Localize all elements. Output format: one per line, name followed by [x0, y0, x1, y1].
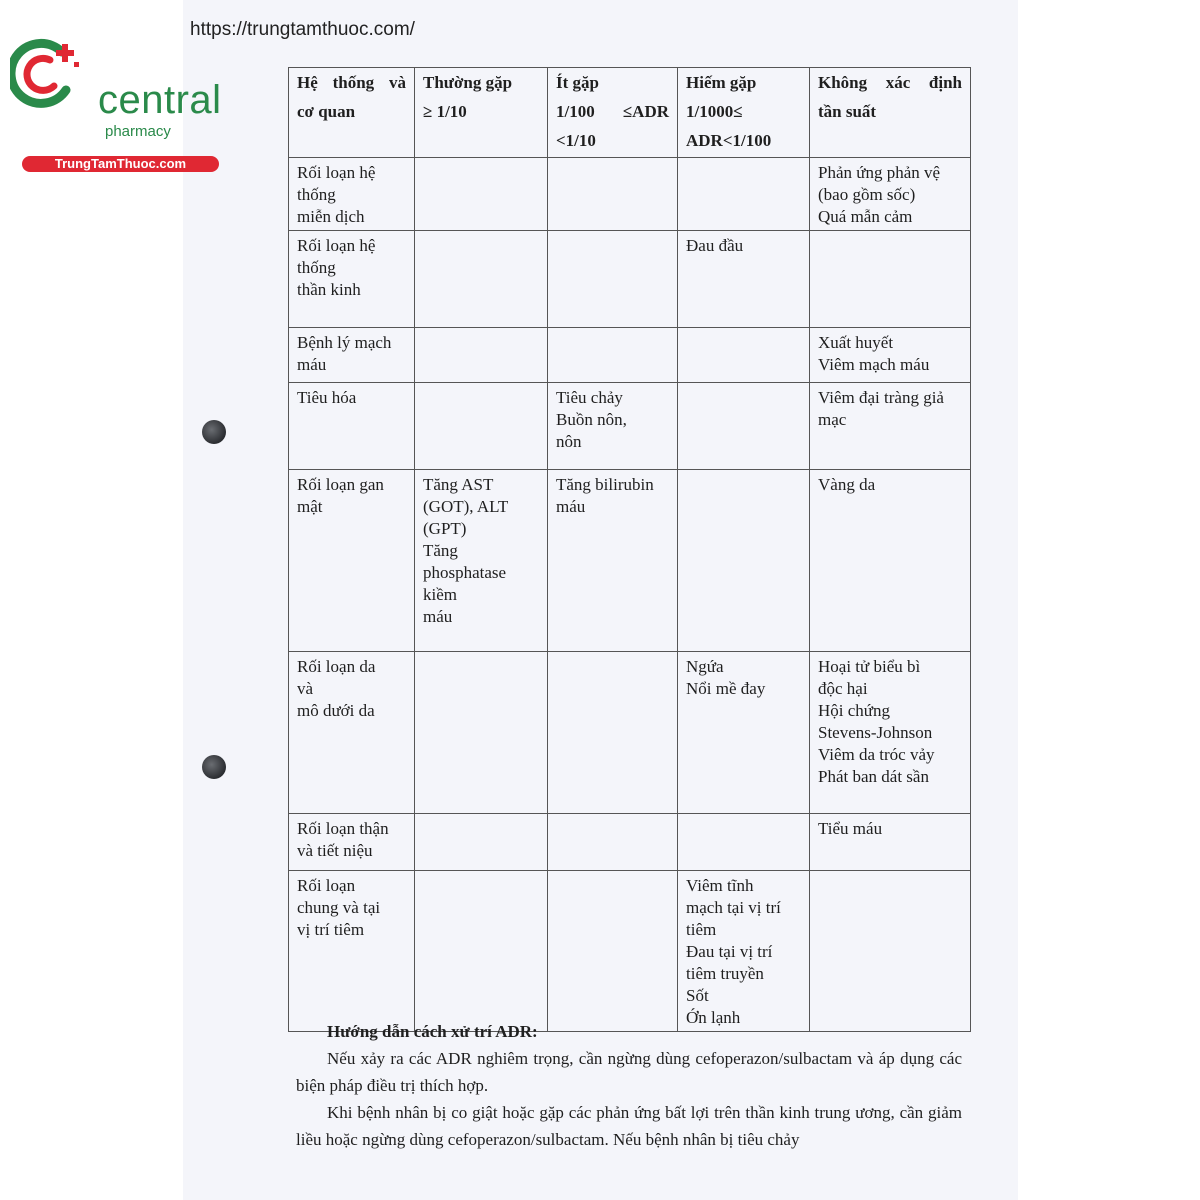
table-cell-uncommon — [548, 470, 678, 652]
cell-text: Tiêu hóa — [297, 388, 357, 407]
cell-text: Hoại tử biểu bì — [818, 657, 921, 676]
header-rare: Hiếm gặp 1/1000≤ ADR<1/100 — [678, 68, 810, 158]
cell-text: độc hại — [818, 679, 868, 698]
cell-text: tiêm truyền — [686, 964, 764, 983]
cell-text: thần kinh — [297, 280, 361, 299]
cell-text: Tăng bilirubin — [556, 475, 654, 494]
table-cell-common — [415, 231, 548, 328]
cell-text: thống — [297, 258, 336, 277]
table-cell-rare — [678, 231, 810, 328]
cell-text: Rối loạn — [297, 876, 356, 895]
source-url[interactable]: https://trungtamthuoc.com/ — [190, 19, 415, 40]
cell-text: Rối loạn thận — [297, 819, 389, 838]
cell-text: Vàng da — [818, 475, 876, 494]
table-cell-common — [415, 871, 548, 1032]
table-cell-organ — [289, 383, 415, 470]
cell-text: Rối loạn da — [297, 657, 376, 676]
cell-text: (GPT) — [423, 519, 467, 538]
cell-text: Tiêu chảy — [556, 388, 623, 407]
cell-text: mạch tại vị trí — [686, 898, 781, 917]
central-pharmacy-logo[interactable] — [10, 38, 222, 171]
cell-text: Hội chứng — [818, 701, 891, 720]
cell-text: Viêm đại tràng giả — [818, 388, 944, 407]
table-cell-unknown — [810, 470, 971, 652]
table-cell-rare — [678, 158, 810, 231]
cell-text: vị trí tiêm — [297, 920, 365, 939]
table-cell-common — [415, 470, 548, 652]
table-cell-unknown — [810, 383, 971, 470]
header-unknown-frequency: Không xác định tần suất — [810, 68, 971, 158]
table-cell-unknown — [810, 871, 971, 1032]
cell-text: máu — [556, 497, 586, 516]
table-cell-rare — [678, 652, 810, 814]
cell-text: Đau đầu — [686, 236, 744, 255]
table-cell-organ — [289, 871, 415, 1032]
guidance-paragraph: Nếu xảy ra các ADR nghiêm trọng, cần ngừng dùng cefoperazon/sulbactam và áp dụng các biện pháp điều trị thích hợp. — [296, 1049, 962, 1095]
header-common: Thường gặp ≥ 1/10 — [415, 68, 548, 158]
table-cell-organ — [289, 814, 415, 871]
table-row — [289, 383, 971, 470]
table-row — [289, 814, 971, 871]
guidance-heading: Hướng dẫn cách xử trí ADR: — [327, 1022, 538, 1041]
table-cell-unknown — [810, 652, 971, 814]
cell-text: thống — [297, 185, 336, 204]
cell-text: Buồn nôn, — [556, 410, 627, 429]
table-cell-uncommon — [548, 158, 678, 231]
punch-hole-icon — [202, 420, 226, 444]
table-cell-rare — [678, 383, 810, 470]
table-cell-rare — [678, 871, 810, 1032]
table-cell-organ — [289, 652, 415, 814]
table-row — [289, 470, 971, 652]
logo-banner: TrungTamThuoc.com — [22, 156, 219, 172]
table-row — [289, 871, 971, 1032]
table-cell-unknown — [810, 328, 971, 383]
cell-text: Viêm tĩnh — [686, 876, 754, 895]
table-cell-common — [415, 158, 548, 231]
table-cell-organ — [289, 158, 415, 231]
table-cell-organ — [289, 231, 415, 328]
header-organ-system: Hệ thống và cơ quan — [289, 68, 415, 158]
table-cell-organ — [289, 328, 415, 383]
cell-text: máu — [297, 355, 327, 374]
table-cell-unknown — [810, 231, 971, 328]
guidance-paragraph: Khi bệnh nhân bị co giật hoặc gặp các phản ứng bất lợi trên thần kinh trung ương, cần giảm liều hoặc ngừng dùng cefoperazon/sulbactam. Nếu bệnh nhân bị tiêu chảy — [296, 1103, 962, 1149]
table-cell-uncommon — [548, 814, 678, 871]
table-cell-common — [415, 328, 548, 383]
cell-text: Tiểu máu — [818, 819, 883, 838]
cell-text: và tiết niệu — [297, 841, 373, 860]
punch-hole-icon — [202, 755, 226, 779]
logo-brand: central — [98, 78, 222, 122]
table-cell-uncommon — [548, 871, 678, 1032]
cell-text: Rối loạn hệ — [297, 236, 376, 255]
table-row — [289, 231, 971, 328]
cell-text: Bệnh lý mạch — [297, 333, 392, 352]
table-cell-organ — [289, 470, 415, 652]
cell-text: Viêm mạch máu — [818, 355, 930, 374]
cell-text: Viêm da tróc vảy — [818, 745, 935, 764]
cell-text: tiêm — [686, 920, 717, 939]
table-cell-rare — [678, 470, 810, 652]
cell-text: chung và tại — [297, 898, 381, 917]
cell-text: và — [297, 679, 314, 698]
cell-text: Ngứa — [686, 657, 724, 676]
table-cell-common — [415, 383, 548, 470]
cell-text: Rối loạn hệ — [297, 163, 376, 182]
cell-text: (bao gồm sốc) — [818, 185, 916, 204]
cell-text: Tăng AST — [423, 475, 494, 494]
cell-text: Xuất huyết — [818, 333, 894, 352]
table-row — [289, 158, 971, 231]
table-header-row — [289, 68, 971, 158]
cell-text: kiềm — [423, 585, 457, 604]
table-cell-common — [415, 814, 548, 871]
table-cell-unknown — [810, 814, 971, 871]
cell-text: Rối loạn gan — [297, 475, 384, 494]
cell-text: (GOT), ALT — [423, 497, 509, 516]
cell-text: Đau tại vị trí — [686, 942, 773, 961]
table-cell-uncommon — [548, 328, 678, 383]
cell-text: Ớn lạnh — [686, 1008, 741, 1027]
table-cell-common — [415, 652, 548, 814]
cell-text: Quá mẫn cảm — [818, 207, 913, 226]
logo-subtitle: pharmacy — [105, 123, 171, 140]
cell-text: mô dưới da — [297, 701, 375, 720]
table-row — [289, 652, 971, 814]
pharmacy-c-cross-icon — [10, 38, 90, 110]
cell-text: mạc — [818, 410, 847, 429]
cell-text: Tăng — [423, 541, 458, 560]
table-cell-rare — [678, 328, 810, 383]
cell-text: Sốt — [686, 986, 709, 1005]
cell-text: nôn — [556, 432, 582, 451]
cell-text: Nổi mề đay — [686, 679, 766, 698]
table-cell-uncommon — [548, 231, 678, 328]
cell-text: Stevens-Johnson — [818, 723, 933, 742]
table-cell-uncommon — [548, 652, 678, 814]
cell-text: máu — [423, 607, 453, 626]
header-uncommon: Ít gặp 1/100 ≤ADR <1/10 — [548, 68, 678, 158]
table-cell-unknown — [810, 158, 971, 231]
table-cell-rare — [678, 814, 810, 871]
cell-text: Phát ban dát sần — [818, 767, 929, 786]
cell-text: Phản ứng phản vệ — [818, 163, 941, 182]
cell-text: mật — [297, 497, 323, 516]
adr-table — [288, 67, 971, 1032]
cell-text: phosphatase — [423, 563, 507, 582]
table-cell-uncommon — [548, 383, 678, 470]
adr-guidance — [296, 1018, 962, 1153]
table-row — [289, 328, 971, 383]
cell-text: miễn dịch — [297, 207, 365, 226]
